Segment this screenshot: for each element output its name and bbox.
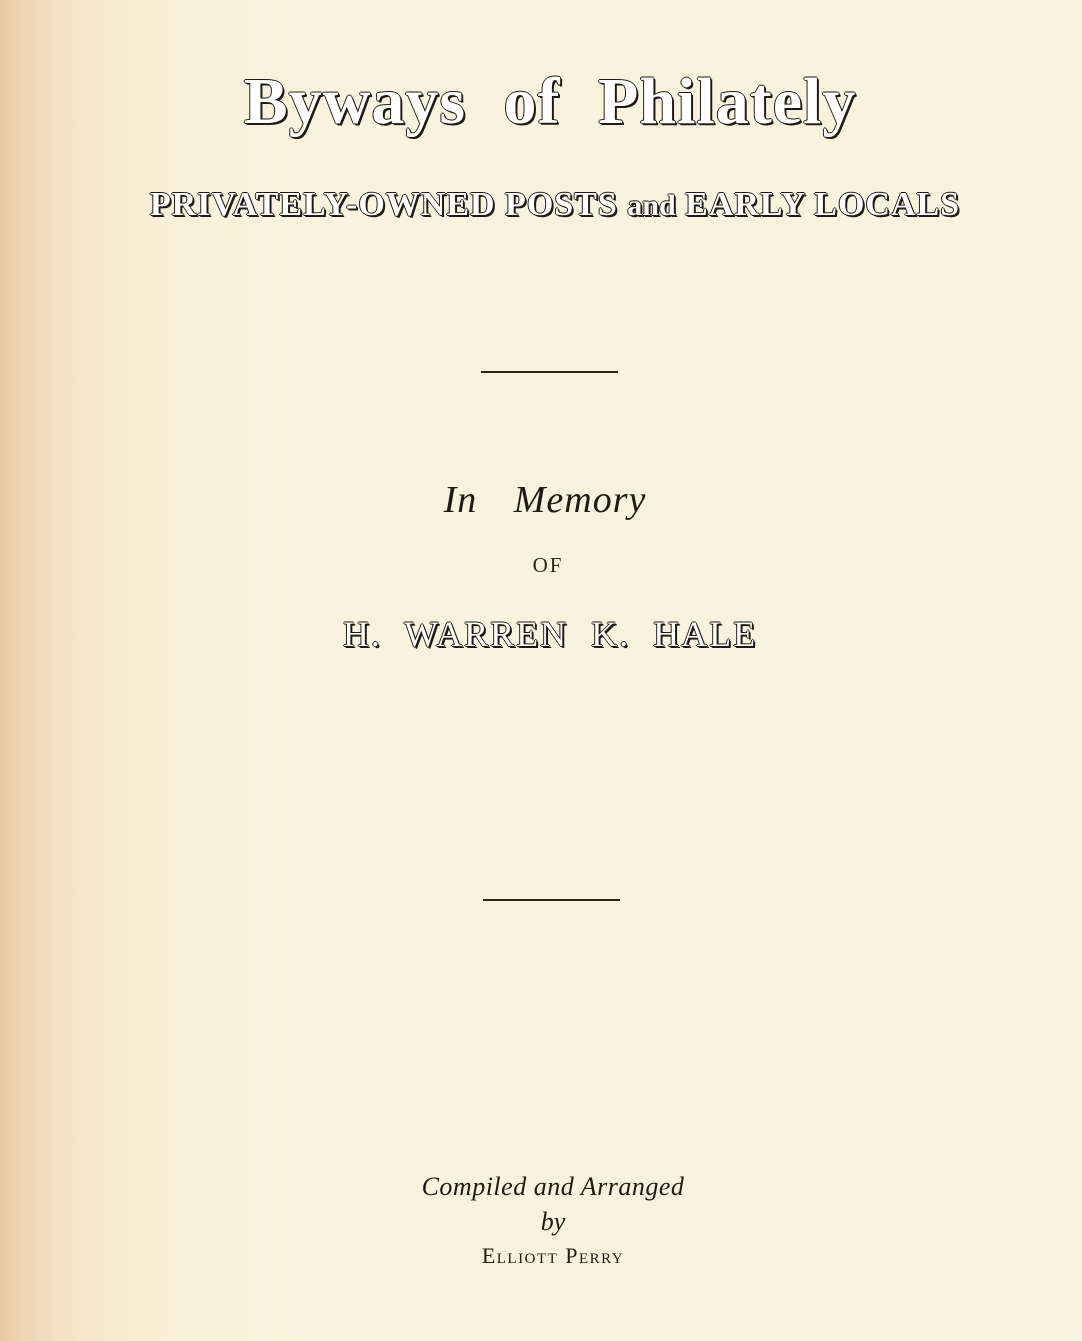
credit-by: by	[540, 1207, 566, 1236]
book-subtitle	[0, 183, 1082, 228]
dedication-of: OF	[532, 553, 564, 577]
subtitle-part-2: EARLY LOCALS	[675, 186, 961, 223]
subtitle-part-1: PRIVATELY-OWNED POSTS	[149, 186, 628, 223]
author-name: Elliott Perry	[481, 1243, 625, 1268]
book-title: Byways of Philately	[243, 65, 857, 138]
honoree-name: H. WARREN K. HALE	[342, 614, 758, 654]
dedication-heading: In Memory	[443, 479, 647, 521]
divider-rule-top	[481, 371, 618, 373]
divider-rule-bottom	[483, 899, 620, 901]
compiled-credit: Compiled and Arranged	[421, 1172, 685, 1201]
subtitle-and: and	[627, 189, 676, 222]
